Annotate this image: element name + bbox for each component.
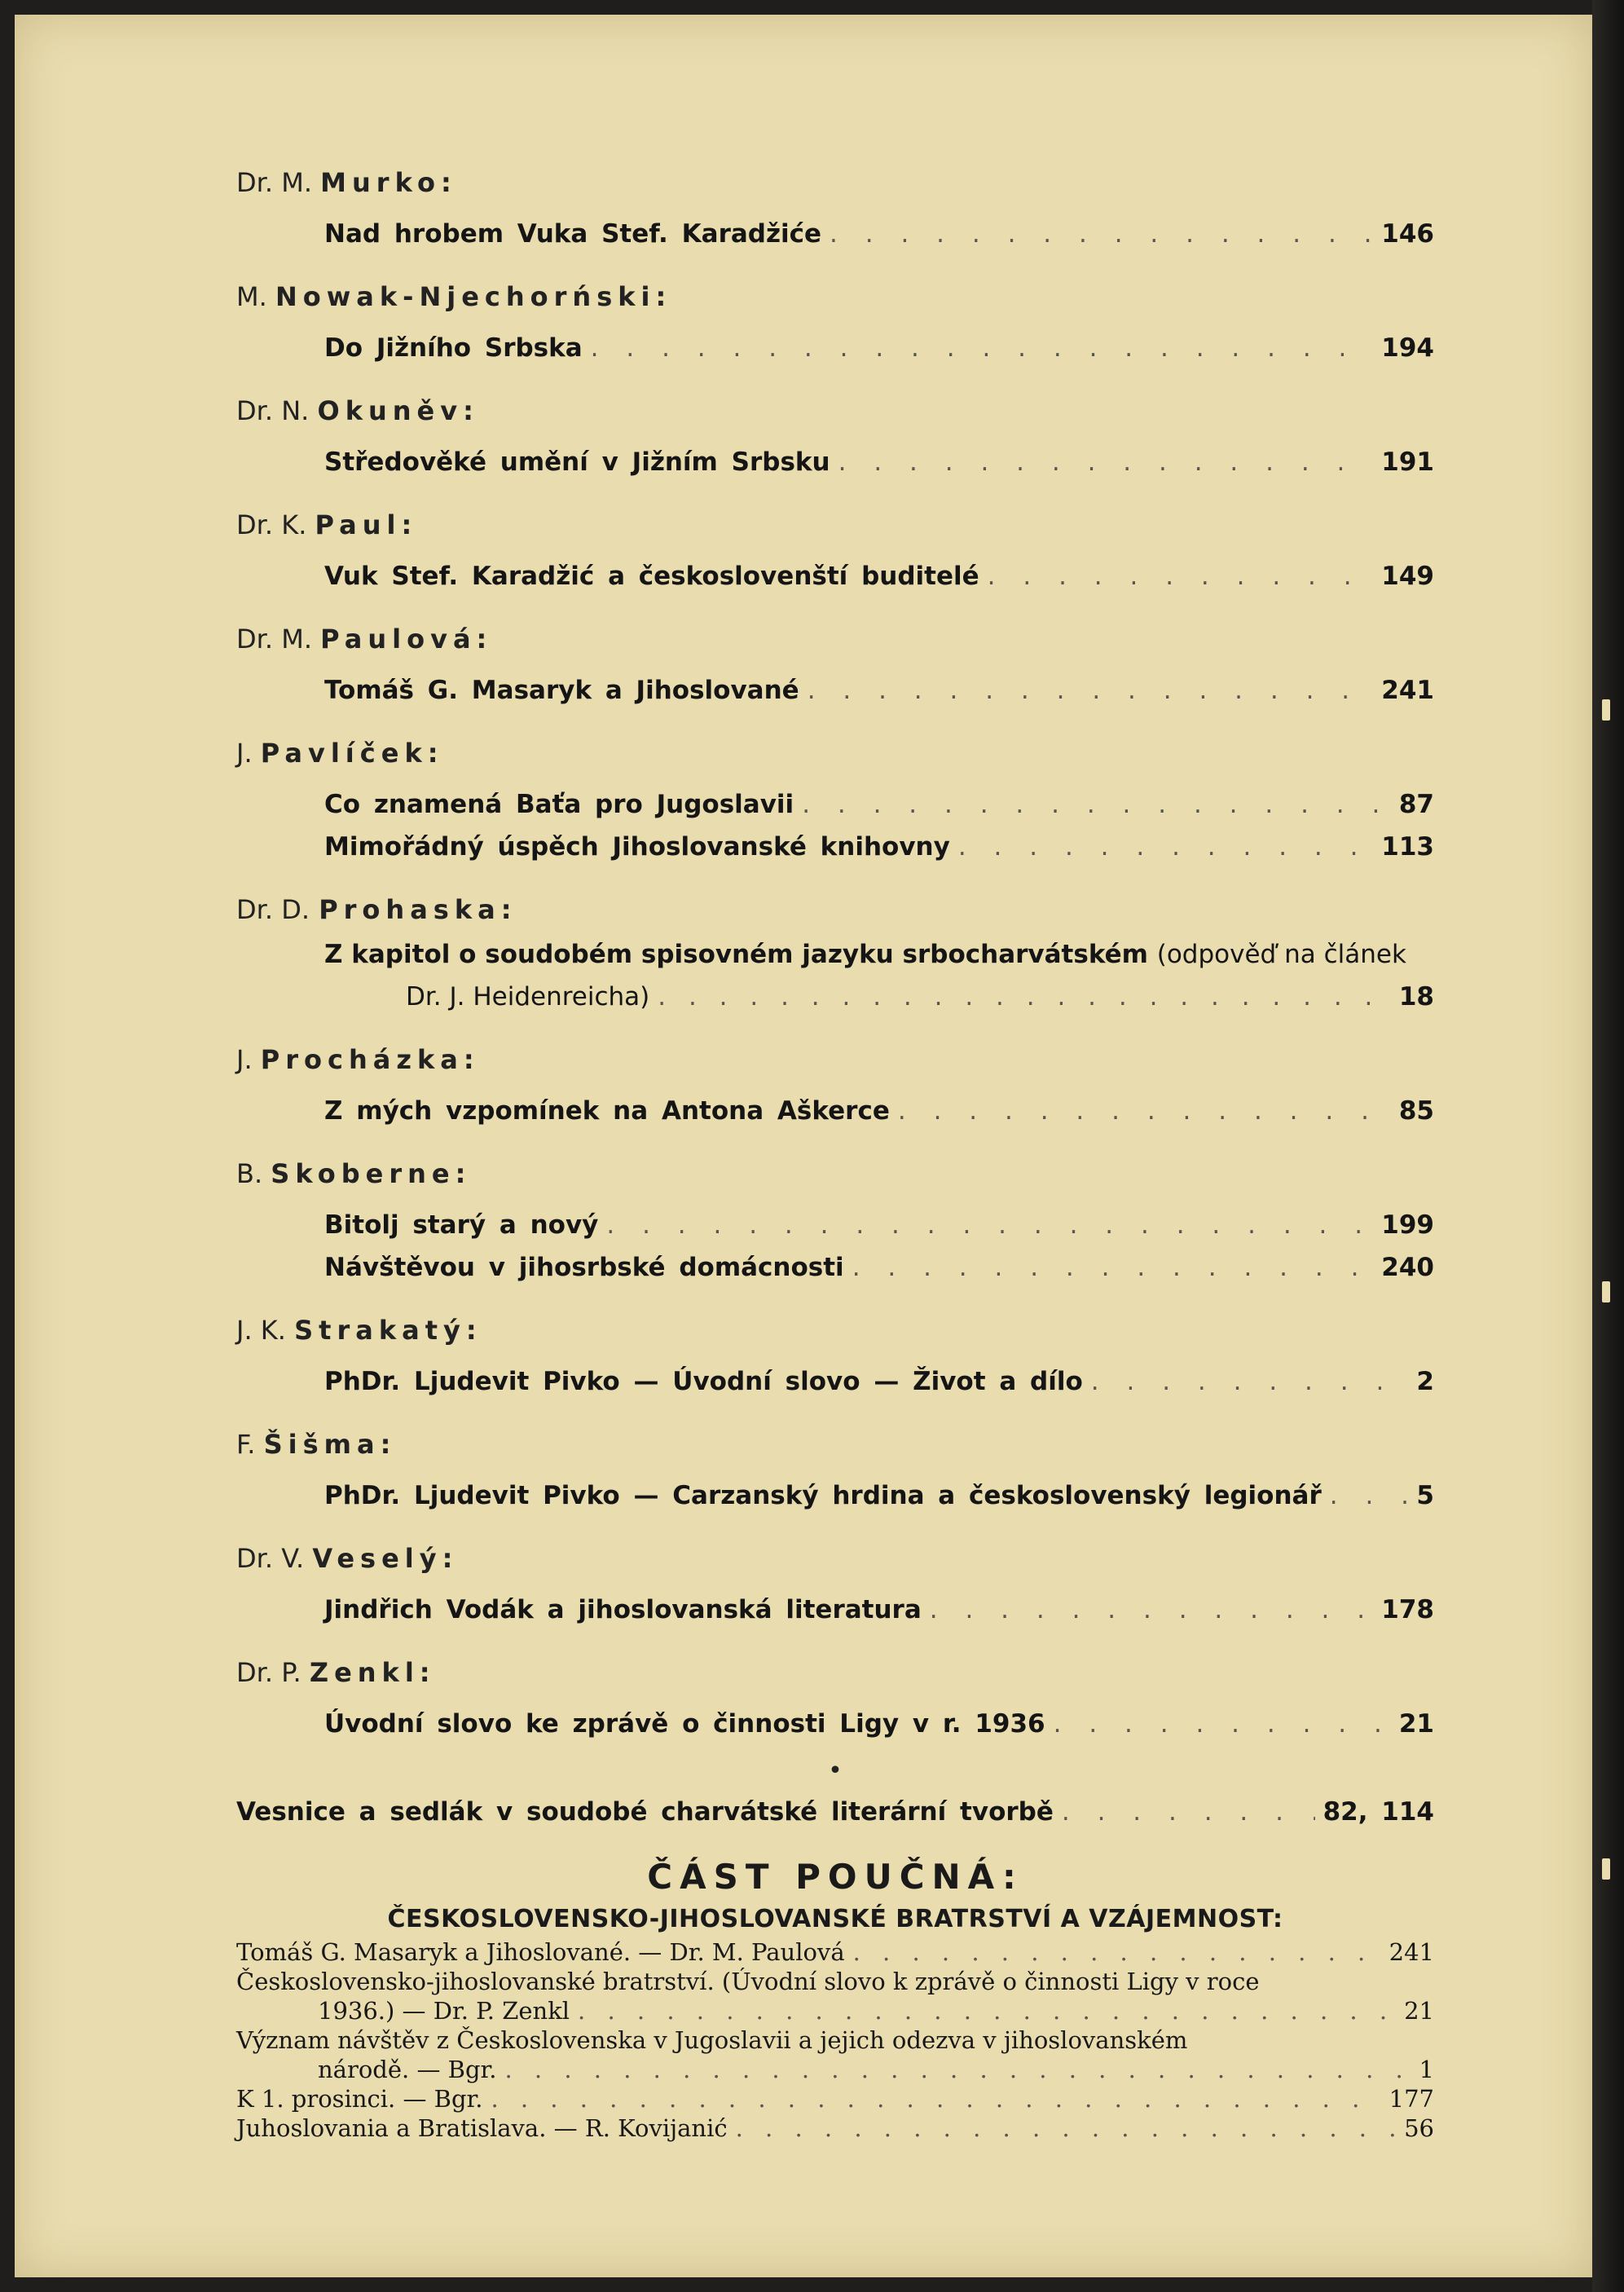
author-title: Dr. P. [236, 1657, 310, 1688]
author-heading [236, 1421, 1434, 1468]
entry-title: Jindřich Vodák a jihoslovanská literatura [324, 1595, 922, 1624]
author-name: Veselý: [312, 1543, 459, 1574]
author-title: M. [236, 281, 275, 312]
leader-dots [852, 1246, 1374, 1289]
page-number: 21 [1398, 1709, 1434, 1739]
page-number: 18 [1398, 982, 1434, 1012]
author-title: B. [236, 1158, 271, 1189]
page-number: 241 [1389, 1938, 1434, 1966]
spacer [236, 712, 1434, 729]
entry-title-line [324, 933, 1434, 976]
author-block [236, 1421, 1434, 1535]
page-number: 1 [1419, 2056, 1434, 2083]
spacer [236, 255, 1434, 273]
entry-title: Úvodní slovo ke zprávě o činnosti Ligy v r. 1936 [324, 1709, 1045, 1739]
author-title: J. K. [236, 1315, 295, 1346]
author-title: Dr. M. [236, 624, 321, 655]
leader-dots [1062, 1787, 1315, 1836]
entry-title: Středověké umění v Jižním Srbsku [324, 447, 830, 477]
author-heading [236, 501, 1434, 549]
edge-marker [1602, 1858, 1610, 1880]
spacer [236, 1132, 1434, 1150]
entry-title: 1936.) — Dr. P. Zenkl [318, 1997, 570, 2025]
author-block [236, 1150, 1434, 1307]
leader-dots [736, 2113, 1396, 2143]
leader-dots [1054, 1703, 1391, 1745]
author-block [236, 729, 1434, 886]
author-heading [236, 1036, 1434, 1083]
author-title: Dr. K. [236, 509, 315, 540]
author-name: Procházka: [260, 1044, 480, 1075]
author-name: Zenkl: [309, 1657, 436, 1688]
author-block [236, 886, 1434, 1036]
author-name: Prohaska: [319, 894, 517, 925]
separator-bullet: • [828, 1756, 843, 1785]
page-number: 194 [1381, 333, 1434, 363]
leader-dots [658, 976, 1391, 1018]
spacer [236, 483, 1434, 501]
toc-entry [236, 2025, 1434, 2055]
toc-entry [236, 2055, 1434, 2084]
page-number: 240 [1381, 1253, 1434, 1282]
author-title: Dr. D. [236, 894, 310, 925]
entry-title: Z mých vzpomínek na Antona Aškerce [324, 1096, 890, 1126]
author-title: F. [236, 1429, 264, 1460]
scan-edge [1592, 0, 1624, 2292]
entry-title-cont: (odpověď na článek [1156, 940, 1406, 969]
author-block [236, 1649, 1434, 1763]
author-name: Paul: [315, 509, 418, 540]
toc-entry [236, 213, 1434, 255]
toc-entry [236, 2113, 1434, 2143]
page-number: 146 [1381, 219, 1434, 249]
author-block [236, 1535, 1434, 1649]
leader-dots [1091, 1360, 1409, 1403]
entry-title: Význam návštěv z Československa v Jugoslavii a jejich odezva v jihoslovanském [236, 2026, 1188, 2054]
toc-entry [236, 1787, 1434, 1836]
leader-dots [1330, 1474, 1409, 1517]
leader-dots [802, 783, 1391, 826]
toc-entry [236, 933, 1434, 1018]
toc-entry [236, 327, 1434, 369]
page-number: 177 [1389, 2085, 1434, 2113]
author-block [236, 501, 1434, 615]
author-title: J. [236, 1044, 261, 1075]
author-heading [236, 159, 1434, 206]
author-block [236, 273, 1434, 387]
section-title: ČÁST POUČNÁ: [647, 1857, 1023, 1897]
author-heading [236, 1535, 1434, 1582]
entry-title-line [324, 976, 1434, 1018]
toc-entry [236, 1937, 1434, 1967]
page-number: 82, 114 [1323, 1797, 1434, 1827]
edge-marker [1602, 1281, 1610, 1302]
author-title: J. [236, 738, 261, 769]
toc-entry [236, 1967, 1434, 1996]
leader-dots [830, 213, 1373, 255]
author-heading [236, 729, 1434, 777]
page-number: 87 [1398, 790, 1434, 819]
toc-entry [236, 1090, 1434, 1132]
entry-title: Z kapitol o soudobém spisovném jazyku srbocharvátském [324, 940, 1148, 969]
page-number: 241 [1381, 676, 1434, 705]
toc-entry [236, 441, 1434, 483]
author-heading [236, 886, 1434, 933]
leader-dots [504, 2055, 1411, 2084]
toc-entry [236, 1246, 1434, 1289]
toc-entry [236, 1204, 1434, 1246]
author-name: Strakatý: [294, 1315, 482, 1346]
table-of-contents [236, 159, 1434, 2143]
spacer [236, 1517, 1434, 1535]
edge-marker [1602, 699, 1610, 721]
entry-title: Vesnice a sedlák v soudobé charvátské literární tvorbě [236, 1797, 1054, 1827]
page-number: 149 [1381, 562, 1434, 591]
entry-title: Bitolj starý a nový [324, 1210, 599, 1240]
author-list [236, 159, 1434, 886]
page-number: 21 [1404, 1997, 1434, 2025]
entry-title: Návštěvou v jihosrbské domácnosti [324, 1253, 844, 1282]
leader-dots [838, 441, 1374, 483]
toc-entry [236, 1360, 1434, 1403]
leader-dots [988, 555, 1374, 597]
leader-dots [853, 1937, 1381, 1967]
leader-dots [491, 2084, 1380, 2113]
entry-title: Vuk Stef. Karadžić a českoslovenští buditelé [324, 562, 979, 591]
author-block [236, 615, 1434, 729]
entry-title: Juhoslovania a Bratislava. — R. Kovijanić [236, 2114, 728, 2142]
section-subtitle: ČESKOSLOVENSKO-JIHOSLOVANSKÉ BRATRSTVÍ A VZÁJEMNOST: [387, 1905, 1283, 1933]
toc-entry [236, 1703, 1434, 1745]
page-number: 2 [1416, 1367, 1434, 1396]
author-heading [236, 1649, 1434, 1696]
entry-title: Mimořádný úspěch Jihoslovanské knihovny [324, 832, 950, 862]
entry-title: PhDr. Ljudevit Pivko — Carzanský hrdina a československý legionář [324, 1481, 1322, 1510]
page-number: 178 [1381, 1595, 1434, 1624]
leader-dots [578, 1996, 1396, 2025]
leader-dots [958, 826, 1373, 868]
author-name: Nowak-Njechorński: [275, 281, 672, 312]
leader-dots [898, 1090, 1391, 1132]
page-number: 56 [1404, 2114, 1434, 2142]
author-block [236, 1307, 1434, 1421]
leader-dots [930, 1589, 1374, 1631]
author-title: Dr. M. [236, 167, 321, 198]
author-name: Paulová: [320, 624, 493, 655]
entry-title: Do Jižního Srbska [324, 333, 583, 363]
section-entries [236, 1937, 1434, 2143]
spacer [236, 369, 1434, 387]
entry-title: Co znamená Baťa pro Jugoslavii [324, 790, 794, 819]
entry-title: Tomáš G. Masaryk a Jihoslované. — Dr. M. Paulová [236, 1938, 845, 1966]
entry-title: Tomáš G. Masaryk a Jihoslované [324, 676, 799, 705]
spacer [236, 1631, 1434, 1649]
author-name: Skoberne: [271, 1158, 472, 1189]
leader-dots [606, 1204, 1373, 1246]
entry-title: PhDr. Ljudevit Pivko — Úvodní slovo — Život a dílo [324, 1367, 1083, 1396]
toc-entry [236, 783, 1434, 826]
author-list [236, 1036, 1434, 1763]
author-block [236, 1036, 1434, 1150]
entry-title: národě. — Bgr. [318, 2056, 497, 2083]
toc-entry [236, 1589, 1434, 1631]
spacer [236, 597, 1434, 615]
author-block [236, 387, 1434, 501]
toc-entry [236, 669, 1434, 712]
page-number: 85 [1398, 1096, 1434, 1126]
page-number: 191 [1381, 447, 1434, 477]
toc-entry [236, 826, 1434, 868]
author-block [236, 159, 1434, 273]
author-name: Šišma: [263, 1429, 397, 1460]
page-number: 5 [1416, 1481, 1434, 1510]
spacer [236, 1289, 1434, 1307]
entry-title: Nad hrobem Vuka Stef. Karadžiće [324, 219, 822, 249]
entry-title: Dr. J. Heidenreicha) [406, 982, 650, 1012]
entry-title: K 1. prosinci. — Bgr. [236, 2085, 483, 2113]
toc-entry [236, 1996, 1434, 2025]
author-name: Pavlíček: [260, 738, 444, 769]
leader-dots [808, 669, 1374, 712]
author-heading [236, 1307, 1434, 1354]
author-heading [236, 1150, 1434, 1197]
author-heading [236, 273, 1434, 320]
toc-entry [236, 2084, 1434, 2113]
spacer [236, 868, 1434, 886]
entry-title: Československo-jihoslovanské bratrství. (Úvodní slovo k zprávě o činnosti Ligy v roce [236, 1968, 1260, 1995]
toc-entry [236, 1474, 1434, 1517]
author-heading [236, 387, 1434, 434]
leader-dots [591, 327, 1374, 369]
toc-entry [236, 555, 1434, 597]
author-heading [236, 615, 1434, 663]
spacer [236, 1403, 1434, 1421]
author-title: Dr. N. [236, 395, 318, 426]
author-name: Murko: [320, 167, 457, 198]
page-number: 199 [1381, 1210, 1434, 1240]
author-title: Dr. V. [236, 1543, 313, 1574]
author-name: Okuněv: [317, 395, 479, 426]
page-number: 113 [1381, 832, 1434, 862]
